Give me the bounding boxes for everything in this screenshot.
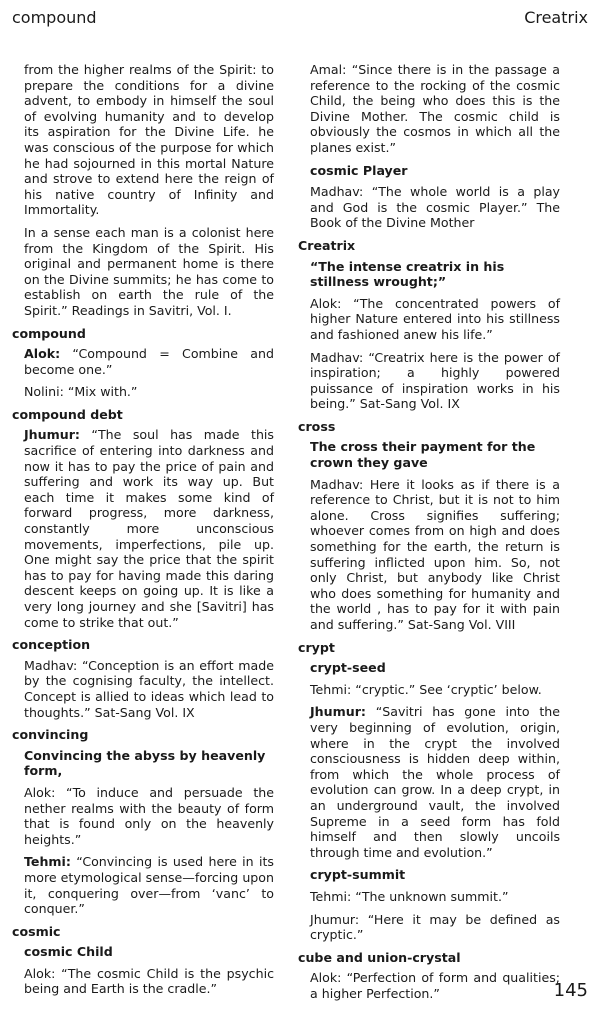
quote-text: “Mix with.” xyxy=(63,384,138,400)
page-number: 145 xyxy=(553,980,588,1001)
continued-paragraph: from the higher realms of the Spirit: to prepare the conditions for a divine advent, to embody in himself the soul of evolving humanity and to develop its aspiration for the Divine Life. he was conscious of the purpose for which he had sojourned in this mortal Nature and strove to extend here the reign of his native country of Infinity and Immortality. xyxy=(24,62,274,218)
subentry-phrase: “The intense creatrix in his stillness wrought;” xyxy=(310,258,505,290)
speaker-name: Jhumur: xyxy=(24,427,80,443)
speaker-name: Amal: xyxy=(310,62,347,77)
quote-text: “Compound = Combine and become one.” xyxy=(24,346,274,377)
entry-paragraph xyxy=(24,427,274,630)
right-guide-word: Creatrix xyxy=(524,8,588,27)
quote-text: “cryptic.” See ‘cryptic’ below. xyxy=(351,681,542,697)
running-head xyxy=(12,8,588,32)
continued-paragraph: In a sense each man is a colonist here from the Kingdom of the Spirit. His original and permanent home is there on the Divine summits; he has come to establish on earth the rule of the Spirit.” Readings in Savitri, Vol. I. xyxy=(24,224,274,318)
right-column xyxy=(298,62,560,1008)
speaker-name: Nolini: xyxy=(24,384,64,400)
quote-text: “The whole world is a play and God is the cosmic Player.” The Book of the Divine Mother xyxy=(310,184,560,231)
quote-text: “The unknown summit.” xyxy=(351,888,509,904)
entry-term-conception: conception xyxy=(12,637,91,653)
subentry-crypt-seed: crypt-seed xyxy=(310,660,386,676)
entry-term-convincing: convincing xyxy=(12,727,89,743)
entry-term-cube: cube and union-crystal xyxy=(298,949,461,965)
speaker-name: Jhumur: xyxy=(310,911,360,927)
subentry-cosmic-child: cosmic Child xyxy=(24,944,113,960)
quote-text: “The soul has made this sacrifice of entering into darkness and now it has to pay the price of pain and suffering and work its way up. But each time it makes some kind of forward progress, more darkness, constantly more unconscious movements, imperfections, pile up. One might say the price that the spirit has to pay for having made this daring descent keeps on going up. It is like a very long journey and she [Savitri] has come to strike that out.” xyxy=(24,427,274,630)
entry-paragraph: Alok: “The concentrated powers of higher Nature entered into his stillness and fashioned anew his life.” xyxy=(310,295,560,342)
entry-paragraph: Alok: “Perfection of form and qualities; a higher Perfection.” xyxy=(310,970,560,1001)
entry-paragraph: Madhav: “Conception is an effort made by the cognising faculty, the intellect. Concept is allied to ideas which lead to thoughts.” Sat-Sang Vol. IX xyxy=(24,657,274,720)
speaker-name: Tehmi: xyxy=(310,888,352,904)
speaker-name: Alok: xyxy=(24,346,61,362)
entry-term-creatrix: Creatrix xyxy=(298,237,356,253)
quote-text: “Savitri has gone into the very beginning of evolution, origin, where in the crypt the involved consciousness is hidden deep within, from which the whole process of evolution can grow. In a deep crypt, in an underground vault, the involved Supreme in a seed form has fold himself and then slowly uncoils through time and evolution.” xyxy=(310,704,560,860)
subentry-cosmic-player: cosmic Player xyxy=(310,162,408,178)
speaker-name: Madhav: xyxy=(310,349,364,365)
left-guide-word: compound xyxy=(12,8,97,27)
entry-paragraph xyxy=(310,350,560,412)
subentry-phrase: Convincing the abyss by heavenly form, xyxy=(24,747,266,779)
entry-paragraph xyxy=(24,346,274,377)
quote-text: “Since there is in the passage a reference to the rocking of the cosmic Child, the being who does this is the Divine Mother. The cosmic child is obviously the cosmos in which all the planes exist.” xyxy=(310,62,560,155)
entry-paragraph xyxy=(310,184,560,231)
entry-paragraph: Alok: “The cosmic Child is the psychic being and Earth is the cradle.” xyxy=(24,965,274,997)
entry-paragraph xyxy=(24,854,274,916)
subentry-crypt-summit: crypt-summit xyxy=(310,867,406,883)
entry-term-compound-debt: compound debt xyxy=(12,406,123,422)
entry-term-cosmic: cosmic xyxy=(12,923,61,939)
entry-term-crypt: crypt xyxy=(298,639,335,655)
entry-paragraph xyxy=(310,912,560,943)
speaker-name: Madhav: xyxy=(310,184,364,200)
entry-paragraph: Madhav: Here it looks as if there is a reference to Christ, but it is not to him alone. Cross signifies suffering; whoever comes from on high and does something for the earth, the return is suffering inflicted upon him. So, not only Christ, but anybody like Christ who does something for humanity and the world , has to pay for it with pain and suffering.” Sat-Sang Vol. VIII xyxy=(310,476,560,632)
subentry-phrase: The cross their payment for the crown they gave xyxy=(310,439,536,471)
speaker-name: Tehmi: xyxy=(310,681,352,697)
entry-term-cross: cross xyxy=(298,418,336,434)
entry-paragraph xyxy=(310,682,560,698)
entry-paragraph: Alok: “To induce and persuade the nether realms with the beauty of form that is found only on the heavenly heights.” xyxy=(24,784,274,847)
entry-paragraph xyxy=(310,704,560,860)
quote-text: “Here it may be defined as cryptic.” xyxy=(310,911,560,943)
left-column xyxy=(12,62,274,1004)
entry-paragraph xyxy=(310,62,560,156)
speaker-name: Tehmi: xyxy=(24,854,71,870)
quote-text: “Creatrix here is the power of inspiration; a highly powered puissance of inspiration works in his being.” Sat-Sang Vol. IX xyxy=(310,349,560,412)
entry-paragraph xyxy=(310,889,560,905)
entry-term-compound: compound xyxy=(12,325,86,341)
quote-text: “Convincing is used here in its more etymological sense—forcing upon it, conquering over—from ‘vanc’ to conquer.” xyxy=(24,854,274,917)
speaker-name: Jhumur: xyxy=(310,704,366,720)
entry-paragraph xyxy=(24,384,274,400)
